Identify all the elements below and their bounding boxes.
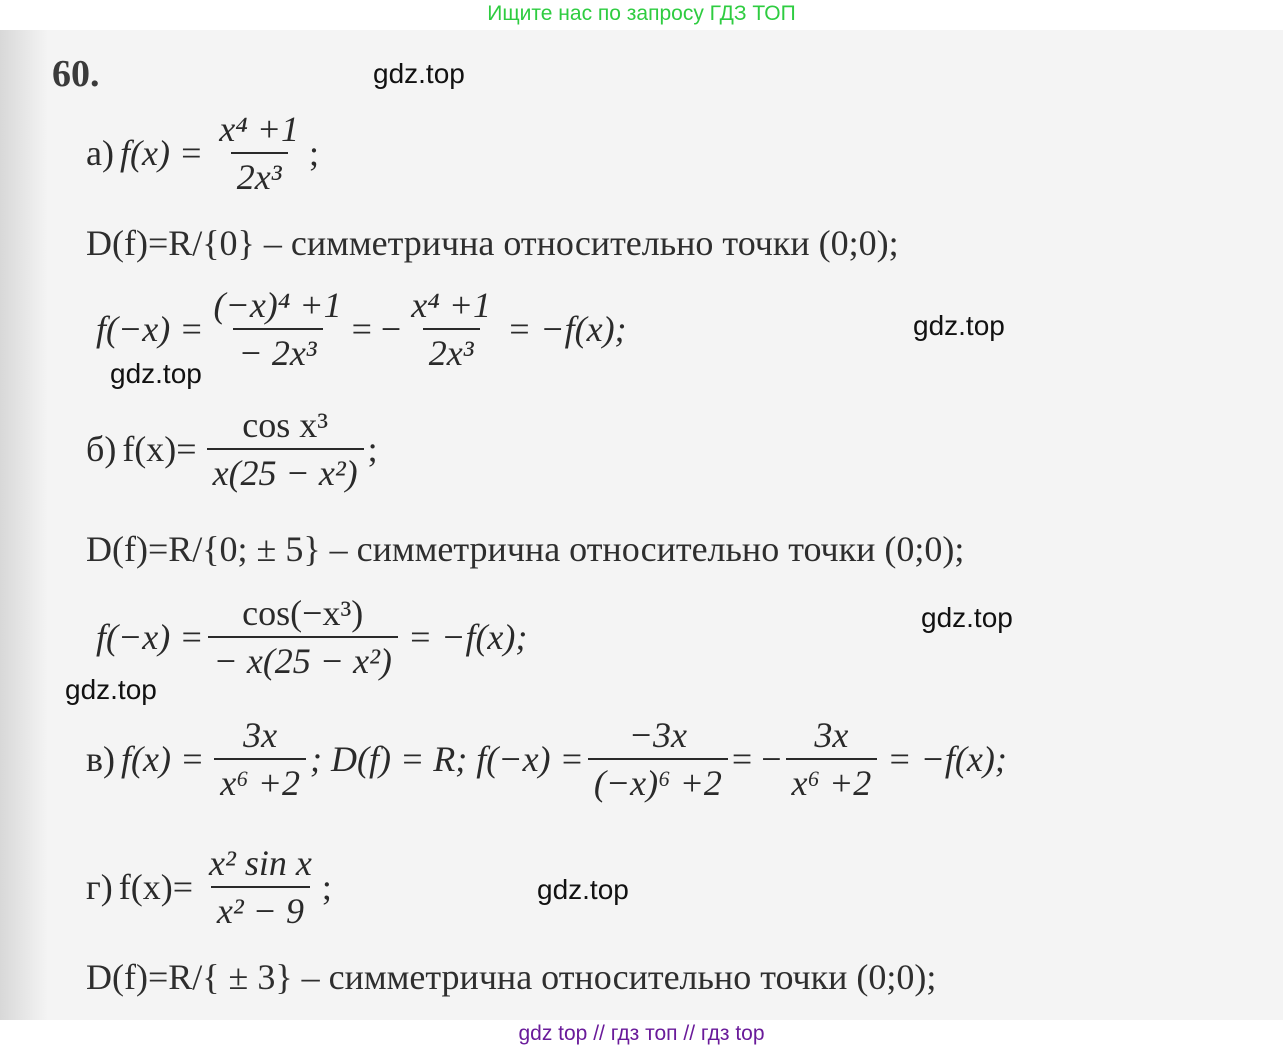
part-b-domain: D(f)=R/{0; ± 5} – симметрична относительно точки (0;0); [86,529,965,569]
fraction [208,284,348,374]
numerator: (−x)⁴ +1 [213,285,342,325]
watermark: gdz.top [373,58,465,89]
numerator: x⁴ +1 [219,109,300,149]
part-v-formula [86,714,1013,804]
part-b-formula [86,404,378,494]
function-lhs: f(x) = [119,133,204,173]
terminator: ; [367,429,378,469]
terminator: ; [309,133,320,173]
watermark: gdz.top [110,358,202,389]
numerator: 3x [243,715,278,755]
denominator: − x(25 − x²) [208,636,398,682]
part-label: а) [86,133,114,173]
fraction [786,714,878,804]
numerator: x⁴ +1 [411,285,492,325]
function-lhs: f(x)= [118,867,194,907]
part-label: б) [86,429,117,469]
function-lhs: f(x)= [122,429,197,469]
denominator: 2x³ [423,328,480,374]
fraction [405,284,497,374]
numerator: cos x³ [242,405,328,445]
fraction [207,404,364,494]
watermark: gdz.top [921,602,1013,633]
function-lhs: f(x) = [121,739,205,779]
terminator: ; [321,867,332,907]
numerator: x² sin x [209,843,312,883]
part-a-formula [86,108,319,198]
part-g-formula [86,842,332,932]
fraction [213,108,305,198]
fraction [203,842,318,932]
check-result: = −f(x); [507,309,627,349]
part-a-check [96,284,633,374]
numerator: 3x [814,715,849,755]
check-result: = −f(x); [887,739,1007,779]
part-a-domain: D(f)=R/{0} – симметрична относительно точки (0;0); [86,223,899,263]
top-banner[interactable]: Ищите нас по запросу ГДЗ ТОП [487,2,796,25]
problem-number: 60. [52,53,100,95]
check-result: = −f(x); [407,617,528,657]
scan-shadow [0,30,48,1020]
fraction [214,714,306,804]
watermark: gdz.top [913,310,1005,341]
equals-minus: = − [351,309,402,349]
part-b-check [96,592,533,682]
equals-minus: = − [731,739,782,779]
denominator: x⁶ +2 [214,758,306,804]
check-lhs: f(−x) = [96,617,204,657]
numerator: −3x [628,715,687,755]
part-label: в) [86,739,115,779]
check-lhs: f(−x) = [96,309,204,349]
fraction [588,714,728,804]
part-g-domain: D(f)=R/{ ± 3} – симметрична относительно точки (0;0); [86,957,937,997]
denominator: − 2x³ [233,328,323,374]
denominator: x(25 − x²) [207,448,364,494]
numerator: cos(−x³) [242,593,364,633]
denominator: x² − 9 [211,886,310,932]
footer-links[interactable]: gdz top // гдз топ // гдз top [0,1020,1283,1051]
watermark: gdz.top [65,674,157,705]
denominator: (−x)⁶ +2 [588,758,728,804]
fraction [208,592,398,682]
part-label: г) [86,867,113,907]
denominator: x⁶ +2 [786,758,878,804]
denominator: 2x³ [231,152,288,198]
watermark: gdz.top [537,874,629,905]
domain-and-check: ; D(f) = R; f(−x) = [310,739,584,779]
